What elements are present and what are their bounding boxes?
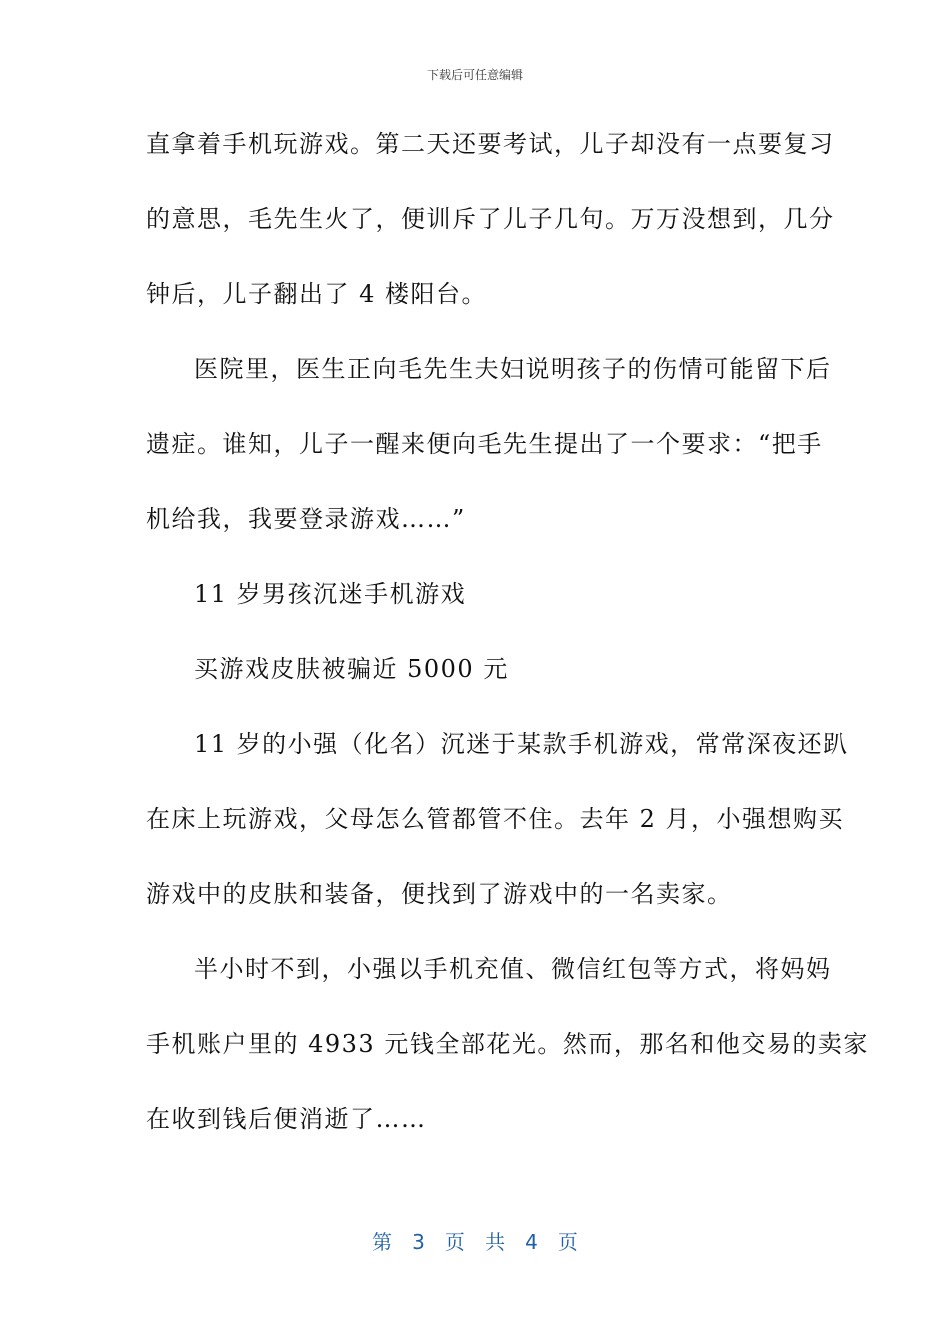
text-line: 游戏中的皮肤和装备，便找到了游戏中的一名卖家。 — [146, 880, 733, 908]
subheading: 11 岁男孩沉迷手机游戏 — [194, 580, 467, 608]
text-line: 医院里，医生正向毛先生夫妇说明孩子的伤情可能留下后 — [194, 355, 832, 383]
footer-prefix: 第 — [372, 1230, 393, 1254]
footer-page-number: 3 — [412, 1230, 425, 1254]
page-footer — [0, 1226, 950, 1255]
text-line: 半小时不到，小强以手机充值、微信红包等方式，将妈妈 — [194, 955, 832, 983]
text-line: 在床上玩游戏，父母怎么管都管不住。去年 2 月，小强想购买 — [146, 805, 845, 833]
footer-suffix: 页 — [557, 1230, 578, 1254]
text-line: 11 岁的小强（化名）沉迷于某款手机游戏，常常深夜还趴 — [194, 730, 849, 758]
footer-middle: 页 共 — [444, 1230, 506, 1254]
text-line: 机给我，我要登录游戏……” — [146, 505, 466, 533]
text-line: 手机账户里的 4933 元钱全部花光。然而，那名和他交易的卖家 — [146, 1030, 869, 1058]
text-line: 直拿着手机玩游戏。第二天还要考试，儿子却没有一点要复习 — [146, 130, 835, 158]
page-header: 下载后可任意编辑 — [426, 68, 523, 82]
text-line: 遗症。谁知，儿子一醒来便向毛先生提出了一个要求：“把手 — [146, 430, 823, 458]
text-line: 在收到钱后便消逝了…… — [146, 1105, 427, 1133]
subheading: 买游戏皮肤被骗近 5000 元 — [194, 655, 509, 683]
text-line: 的意思，毛先生火了，便训斥了儿子几句。万万没想到，几分 — [146, 205, 835, 233]
footer-total-pages: 4 — [525, 1230, 538, 1254]
text-line: 钟后，儿子翻出了 4 楼阳台。 — [146, 280, 488, 308]
